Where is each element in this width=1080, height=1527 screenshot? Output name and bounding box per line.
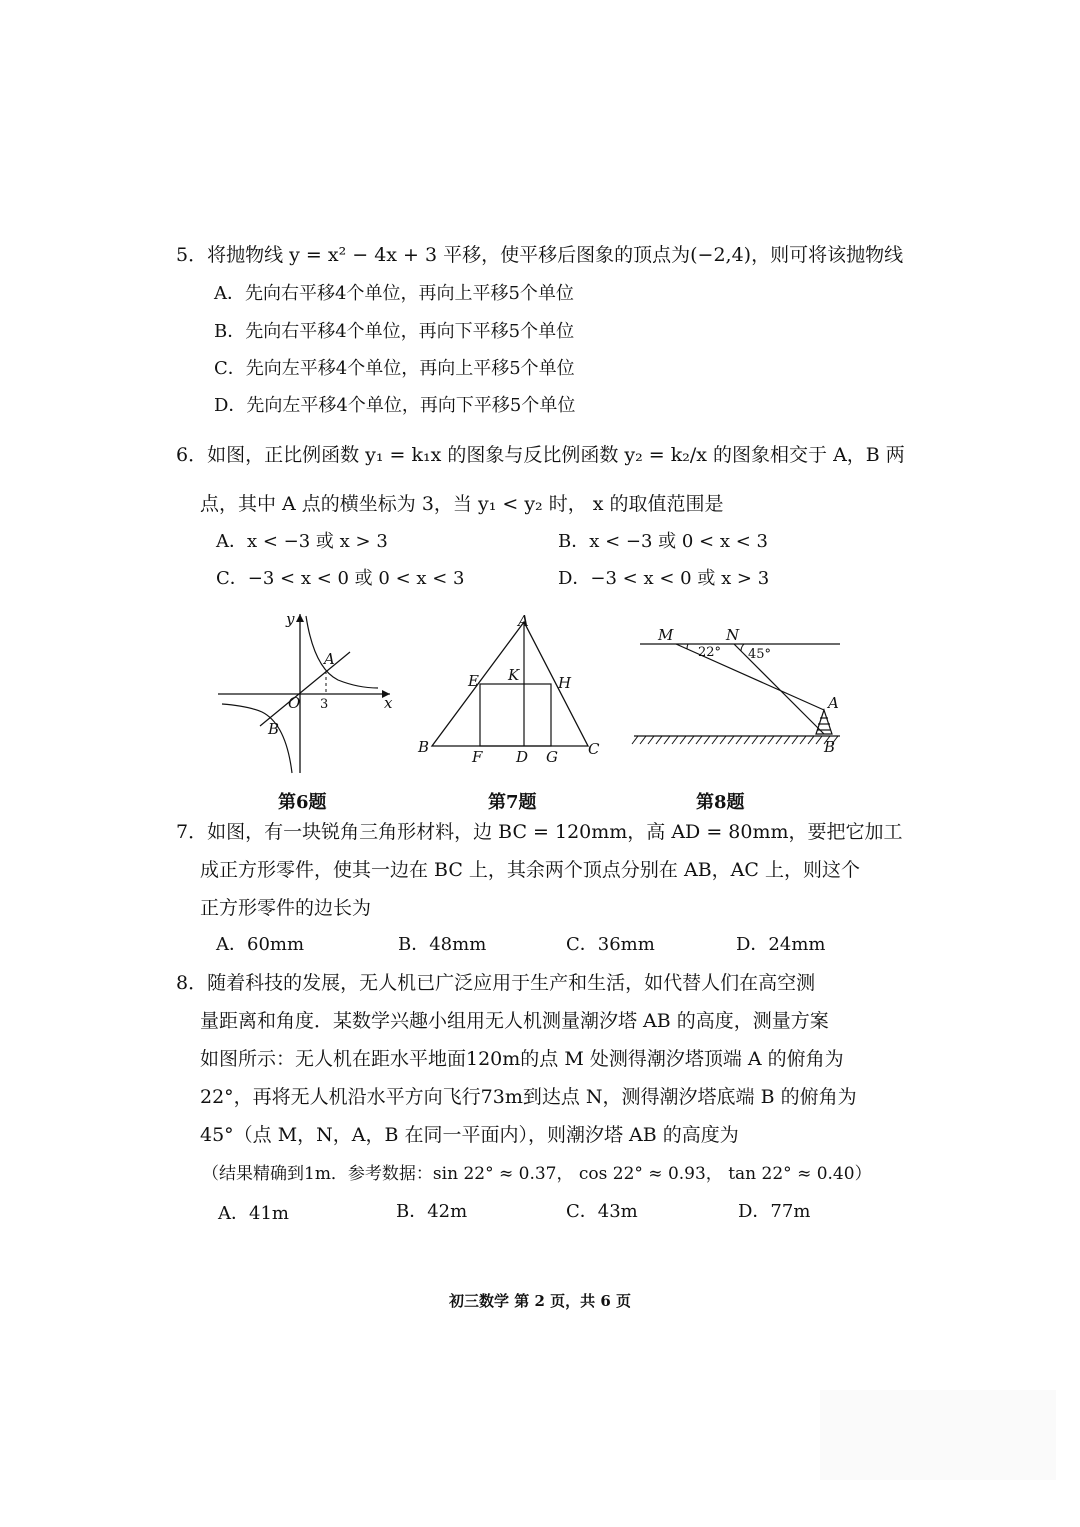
q8-option-d: D．77m	[738, 1201, 811, 1222]
q5-option-b: B．先向右平移4个单位，再向下平移5个单位	[214, 321, 575, 342]
figure-6	[210, 608, 400, 778]
page-footer: 初三数学 第 2 页，共 6 页	[449, 1292, 631, 1310]
q8-reference-data: （结果精确到1m．参考数据：sin 22° ≈ 0.37， cos 22° ≈ 0.93， tan 22° ≈ 0.40）	[202, 1164, 872, 1184]
q6-stem-line2: 点，其中 A 点的横坐标为 3，当 y₁ < y₂ 时， x 的取值范围是	[200, 493, 724, 515]
tower-icon	[816, 710, 832, 734]
fig8-point-m: M	[658, 626, 674, 644]
q6-stem-line1: 6．如图，正比例函数 y₁ = k₁x 的图象与反比例函数 y₂ = k₂/x 的图象相交于 A，B 两	[176, 444, 905, 466]
caption-fig7: 第7题	[488, 792, 537, 813]
q8-option-b: B．42m	[396, 1201, 468, 1222]
q6-option-c: C．−3 < x < 0 或 0 < x < 3	[216, 568, 465, 589]
q5-option-c: C．先向左平移4个单位，再向上平移5个单位	[214, 358, 575, 379]
fig7-point-h: H	[558, 674, 572, 692]
fig6-origin-label: O	[288, 694, 301, 712]
fig7-point-b: B	[418, 738, 430, 756]
q7-option-a: A．60mm	[216, 934, 305, 955]
q7-stem-line1: 7．如图，有一块锐角三角形材料，边 BC = 120mm，高 AD = 80mm，要把它加工	[176, 821, 903, 843]
q5-option-d: D．先向左平移4个单位，再向下平移5个单位	[214, 395, 576, 416]
q7-option-b: B．48mm	[398, 934, 487, 955]
fig6-three-label: 3	[320, 697, 329, 712]
q7-stem-line3: 正方形零件的边长为	[200, 897, 372, 919]
q8-stem-line3: 如图所示：无人机在距水平地面120m的点 M 处测得潮汐塔顶端 A 的俯角为	[200, 1048, 844, 1070]
fig8-point-n: N	[726, 626, 740, 644]
fig7-point-d: D	[516, 748, 529, 766]
q7-option-c: C．36mm	[566, 934, 655, 955]
q8-option-c: C．43m	[566, 1201, 638, 1222]
q8-stem-line4: 22°，再将无人机沿水平方向飞行73m到达点 N，测得潮汐塔底端 B 的俯角为	[200, 1086, 857, 1108]
fig8-angle-45: 45°	[748, 647, 772, 662]
fig7-point-e: E	[468, 672, 479, 690]
figure-7	[412, 610, 612, 770]
blank-patch	[820, 1390, 1056, 1480]
q8-stem-line5: 45°（点 M，N，A，B 在同一平面内），则潮汐塔 AB 的高度为	[200, 1124, 739, 1146]
fig8-point-a: A	[828, 694, 839, 712]
fig7-point-k: K	[508, 666, 520, 684]
fig6-x-label: x	[384, 694, 393, 712]
q8-stem-line1: 8．随着科技的发展，无人机已广泛应用于生产和生活，如代替人们在高空测	[176, 972, 816, 994]
q6-option-b: B．x < −3 或 0 < x < 3	[558, 531, 768, 552]
q6-option-d: D．−3 < x < 0 或 x > 3	[558, 568, 770, 589]
caption-fig6: 第6题	[278, 792, 327, 813]
fig6-point-a: A	[324, 650, 335, 668]
fig7-point-g: G	[546, 748, 558, 766]
fig7-point-a: A	[518, 612, 529, 630]
fig6-y-label: y	[286, 610, 295, 628]
fig8-point-b: B	[824, 738, 836, 756]
fig8-angle-22: 22°	[698, 645, 722, 660]
q7-option-d: D．24mm	[736, 934, 826, 955]
q7-stem-line2: 成正方形零件，使其一边在 BC 上，其余两个顶点分别在 AB，AC 上，则这个	[200, 859, 860, 881]
q8-stem-line2: 量距离和角度．某数学兴趣小组用无人机测量潮汐塔 AB 的高度，测量方案	[200, 1010, 829, 1032]
q5-stem: 5．将抛物线 y = x² − 4x + 3 平移，使平移后图象的顶点为(−2,4)，则可将该抛物线	[176, 244, 904, 266]
fig7-point-f: F	[472, 748, 483, 766]
q5-option-a: A．先向右平移4个单位，再向上平移5个单位	[214, 283, 574, 304]
fig7-point-c: C	[588, 740, 600, 758]
fig6-point-b: B	[268, 720, 280, 738]
figure-8	[628, 624, 852, 760]
q6-option-a: A．x < −3 或 x > 3	[216, 531, 388, 552]
q8-option-a: A．41m	[218, 1203, 289, 1224]
caption-fig8: 第8题	[696, 792, 745, 813]
